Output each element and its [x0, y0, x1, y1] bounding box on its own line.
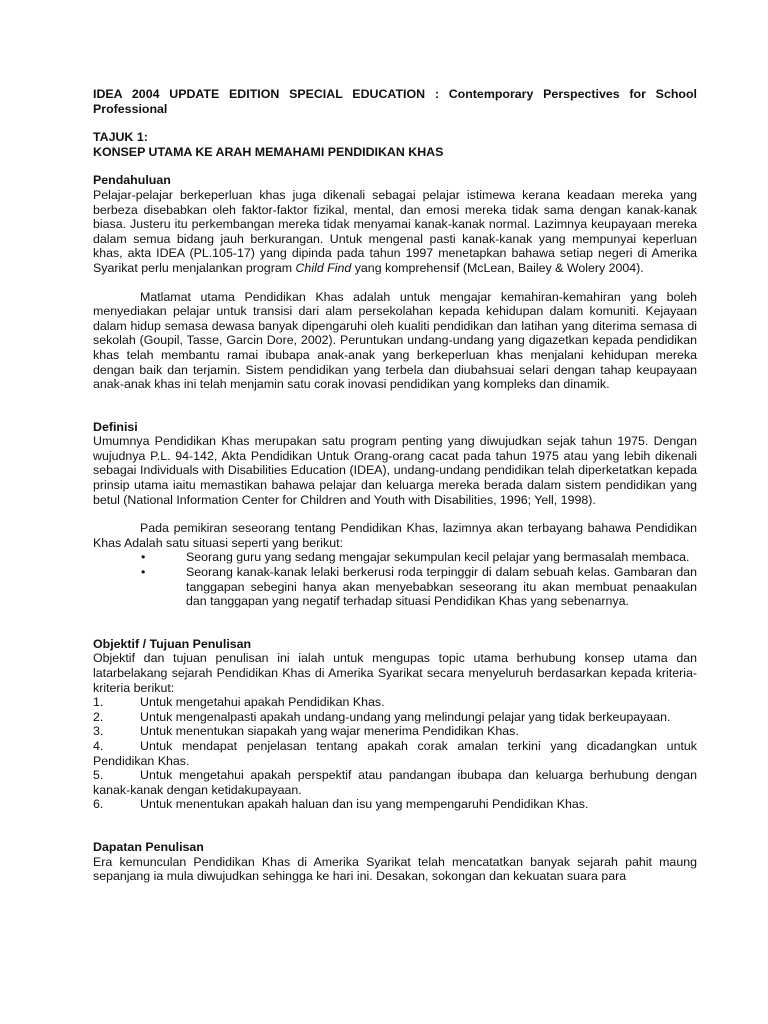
- list-item: [93, 724, 697, 739]
- list-text: Untuk mengenalpasti apakah undang-undang yang melindungi pelajar yang tidak berkeupayaan.: [140, 709, 671, 724]
- pendahuluan-p1-text: Pelajar-pelajar berkeperluan khas juga dikenali sebagai pelajar istimewa kerana keadaan mereka yang berbeza disebabkan oleh faktor-faktor fizikal, mental, dan emosi mereka tidak sama dengan kanak-kanak biasa. Justeru itu perkembangan mereka tidak menyamai kanak-kanak normal. Lazimnya keupayaan mereka dalam semua bidang jauh berkurangan. Untuk mengenal pasti kanak-kanak yang mempunyai keperluan khas, akta IDEA (PL.105-17) yang dipinda pada tahun 1997 menetapkan bahawa setiap negeri di Amerika Syarikat perlu menjalankan program: [93, 187, 697, 275]
- bullet-text: Seorang kanak-kanak lelaki berkerusi roda terpinggir di dalam sebuah kelas. Gambaran dan tanggapan sebegini hanya akan menyebabkan seseorang itu akan membuat penaakulan dan tanggapan yang negatif terhadap situasi Pendidikan Khas yang sebenarnya.: [186, 565, 697, 609]
- list-text: Untuk mendapat penjelasan tentang apakah corak amalan terkini yang dicadangkan untuk Pendidikan Khas.: [93, 738, 697, 768]
- section-heading-dapatan: Dapatan Penulisan: [93, 839, 204, 854]
- list-item: [93, 695, 697, 710]
- list-text: Untuk menentukan siapakah yang wajar menerima Pendidikan Khas.: [140, 724, 519, 739]
- objektif-numbered-list: [93, 695, 697, 812]
- definisi-paragraph-1: Umumnya Pendidikan Khas merupakan satu program penting yang diwujudkan sejak tahun 1975. Dengan wujudnya P.L. 94-142, Akta Pendidikan Untuk Orang-orang cacat pada tahun 1975 atau yang lebih dikenali sebagai Individuals with Disabilities Education (IDEA), undang-undang pendidikan telah diperketatkan kepada prinsip utama iaitu memastikan bahawa pelajar dan keluarga mereka berada dalam sistem pendidikan yang betul (National Information Center for Children and Youth with Disabilities, 1996; Yell, 1998).: [93, 434, 697, 507]
- pendahuluan-paragraph-2: Matlamat utama Pendidikan Khas adalah untuk mengajar kemahiran-kemahiran yang boleh menyediakan pelajar untuk transisi dari alam persekolahan kepada kehidupan dalam komuniti. Kejayaan dalam hidup semasa dewasa banyak dipengaruhi oleh kualiti pendidikan dan latihan yang diterima semasa di sekolah (Goupil, Tasse, Garcin Dore, 2002). Peruntukan undang-undang yang digazetkan kepada pendidikan khas telah membantu ramai ibubapa anak-anak yang berkeperluan khas menjalani kehidupan mereka dengan baik dan terjamin. Sistem pendidikan yang terbela dan diubahsuai selari dengan tahap keupayaan anak-anak khas ini telah menjamin satu corak inovasi pendidikan yang kompleks dan dinamik.: [93, 289, 697, 392]
- bullet-text: Seorang guru yang sedang mengajar sekumpulan kecil pelajar yang bermasalah membaca.: [186, 550, 690, 565]
- section-heading-definisi: Definisi: [93, 419, 138, 434]
- list-number: 1.: [93, 695, 104, 710]
- pendahuluan-p1-text-end: yang komprehensif (McLean, Bailey & Wolery 2004).: [351, 260, 644, 275]
- pendahuluan-paragraph-1: [93, 188, 697, 276]
- list-item: [93, 797, 697, 812]
- dapatan-paragraph-1: Era kemunculan Pendidikan Khas di Amerika Syarikat telah mencatatkan banyak sejarah pahit maung sepanjang ia mula diwujudkan sehingga ke hari ini. Desakan, sokongan dan kekuatan suara para: [93, 854, 697, 884]
- document-body: [93, 87, 697, 884]
- list-text: Untuk mengetahui apakah Pendidikan Khas.: [140, 695, 385, 710]
- document-title: IDEA 2004 UPDATE EDITION SPECIAL EDUCATION : Contemporary Perspectives for School Professional: [93, 87, 697, 116]
- bullet-icon: •: [141, 550, 146, 565]
- list-item: 4. Untuk mendapat penjelasan tentang apakah corak amalan terkini yang dicadangkan untuk Pendidikan Khas.: [93, 738, 697, 768]
- list-text: Untuk mengetahui apakah perspektif atau pandangan ibubapa dan keluarga berhubung dengan kanak-kanak dengan ketidakupayaan.: [93, 768, 697, 797]
- list-item: [93, 550, 697, 565]
- bullet-icon: •: [141, 565, 146, 580]
- list-text: Untuk menentukan apakah haluan dan isu yang mempengaruhi Pendidikan Khas.: [140, 797, 589, 812]
- tajuk-title: KONSEP UTAMA KE ARAH MEMAHAMI PENDIDIKAN KHAS: [93, 144, 444, 159]
- pendahuluan-p1-italic: Child Find: [295, 260, 352, 275]
- section-heading-objektif: Objektif / Tujuan Penulisan: [93, 636, 252, 651]
- list-number: 2.: [93, 709, 104, 724]
- section-heading-pendahuluan: Pendahuluan: [93, 173, 171, 188]
- definisi-paragraph-2: Pada pemikiran seseorang tentang Pendidikan Khas, lazimnya akan terbayang bahawa Pendidikan Khas Adalah satu situasi seperti yang berikut:: [93, 521, 697, 550]
- list-item: [93, 565, 697, 609]
- definisi-bullet-list: [93, 550, 697, 608]
- list-item: [93, 710, 697, 725]
- list-item: 5. Untuk mengetahui apakah perspektif atau pandangan ibubapa dan keluarga berhubung dengan kanak-kanak dengan ketidakupayaan.: [93, 768, 697, 797]
- list-number: 6.: [93, 797, 104, 812]
- tajuk-label: TAJUK 1:: [93, 130, 148, 145]
- objektif-paragraph-1: Objektif dan tujuan penulisan ini ialah untuk mengupas topic utama berhubung konsep utama dan latarbelakang sejarah Pendidikan Khas di Amerika Syarikat secara menyeluruh berdasarkan kepada kriteria-kriteria berikut:: [93, 651, 697, 695]
- list-number: 3.: [93, 724, 104, 739]
